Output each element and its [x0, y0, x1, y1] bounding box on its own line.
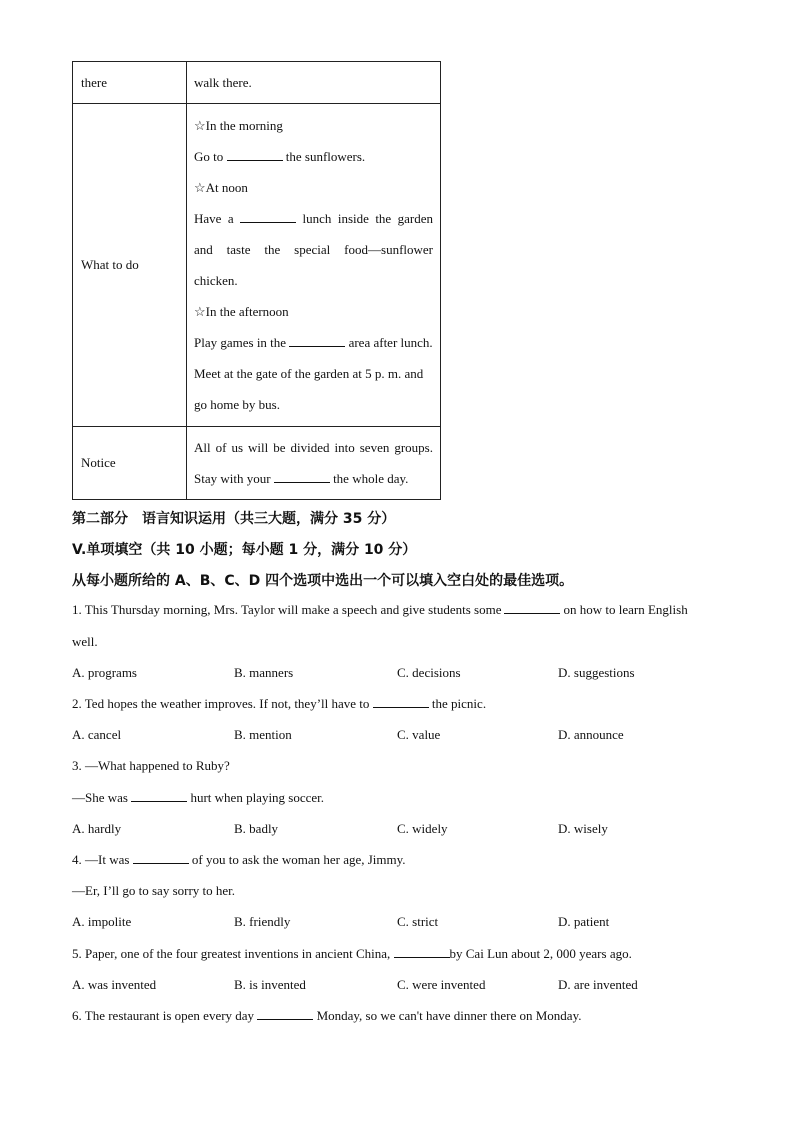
q4-option-d: D. patient	[558, 914, 610, 929]
text-segment: the whole day.	[333, 471, 409, 486]
question-1-line-2: well.	[72, 634, 98, 649]
question-text: 4. —It was	[72, 852, 130, 867]
question-4	[72, 852, 406, 868]
question-text: Monday, so we can't have dinner there on Monday.	[316, 1008, 582, 1023]
text-segment: area after lunch.	[348, 335, 433, 350]
noon-heading: ☆At noon	[194, 180, 248, 195]
section-title: V.单项填空（共 10 小题；每小题 1 分，满分 10 分）	[72, 542, 417, 558]
question-text: hurt when playing soccer.	[190, 790, 325, 805]
noon-line-2: and taste the special food—sunflower	[194, 242, 433, 257]
question-text: 6. The restaurant is open every day	[72, 1008, 255, 1023]
answer-blank	[504, 602, 560, 614]
text-segment: the sunflowers.	[285, 149, 366, 164]
row-content-notice	[187, 427, 441, 500]
answer-blank	[257, 1008, 313, 1020]
afternoon-line-3: go home by bus.	[194, 397, 280, 412]
notice-line-2	[194, 463, 433, 494]
question-text: —She was	[72, 790, 128, 805]
question-text: 2. Ted hopes the weather improves. If not, they’ll have to	[72, 696, 370, 711]
morning-heading: ☆In the morning	[194, 118, 283, 133]
q3-option-c: C. widely	[397, 821, 448, 836]
activity-table	[72, 61, 441, 500]
q4-option-c: C. strict	[397, 914, 439, 929]
answer-blank	[289, 335, 345, 347]
question-2	[72, 696, 486, 712]
answer-blank	[394, 946, 450, 958]
q2-option-a: A. cancel	[72, 727, 122, 742]
text-segment: Play games in the	[194, 335, 287, 350]
afternoon-line-2: Meet at the gate of the garden at 5 p. m. and	[194, 366, 424, 381]
q1-option-d: D. suggestions	[558, 665, 635, 680]
answer-blank	[133, 852, 189, 864]
afternoon-line	[194, 327, 433, 358]
question-text: the picnic.	[431, 696, 487, 711]
row-label-what-to-do: What to do	[73, 104, 187, 427]
table-row	[73, 62, 441, 104]
q1-option-a: A. programs	[72, 665, 137, 680]
q2-option-b: B. mention	[234, 727, 292, 742]
q3-option-a: A. hardly	[72, 821, 122, 836]
afternoon-heading: ☆In the afternoon	[194, 304, 289, 319]
text-segment: lunch inside the garden	[302, 211, 434, 226]
answer-blank	[227, 149, 283, 161]
question-4-line-2: —Er, I’ll go to say sorry to her.	[72, 883, 236, 898]
question-text: 1. This Thursday morning, Mrs. Taylor will make a speech and give students some	[72, 602, 502, 617]
question-text: 5. Paper, one of the four greatest inventions in ancient China,	[72, 946, 391, 961]
q5-option-a: A. was invented	[72, 977, 157, 992]
q3-option-d: D. wisely	[558, 821, 608, 836]
q2-option-c: C. value	[397, 727, 441, 742]
question-5	[72, 946, 632, 962]
q3-option-b: B. badly	[234, 821, 279, 836]
table-row	[73, 427, 441, 500]
q2-option-d: D. announce	[558, 727, 624, 742]
text-segment: Have a	[194, 211, 234, 226]
q1-option-c: C. decisions	[397, 665, 461, 680]
q5-option-c: C. were invented	[397, 977, 486, 992]
answer-blank	[131, 790, 187, 802]
q1-option-b: B. manners	[234, 665, 294, 680]
question-text: of you to ask the woman her age, Jimmy.	[191, 852, 406, 867]
answer-blank	[240, 211, 296, 223]
part-title: 第二部分 语言知识运用（共三大题，满分 35 分）	[72, 511, 396, 527]
question-6	[72, 1008, 581, 1024]
section-instruction: 从每小题所给的 A、B、C、D 四个选项中选出一个可以填入空白处的最佳选项。	[72, 573, 574, 589]
answer-blank	[274, 471, 330, 483]
row-content-there	[187, 62, 441, 104]
notice-line: All of us will be divided into seven groups.	[194, 440, 433, 455]
morning-line	[194, 141, 433, 172]
q4-option-a: A. impolite	[72, 914, 132, 929]
question-text: on how to learn English	[563, 602, 688, 617]
answer-blank	[373, 696, 429, 708]
row-label-notice: Notice	[73, 427, 187, 500]
row-content-what-to-do	[187, 104, 441, 427]
noon-line-3: chicken.	[194, 273, 238, 288]
content-line: walk there.	[194, 75, 252, 90]
q5-option-b: B. is invented	[234, 977, 306, 992]
row-label-there: there	[73, 62, 187, 104]
text-segment: Go to	[194, 149, 224, 164]
question-3: 3. —What happened to Ruby?	[72, 758, 230, 773]
question-1	[72, 602, 688, 618]
noon-line	[194, 203, 433, 234]
text-segment: Stay with your	[194, 471, 271, 486]
question-text: by Cai Lun about 2, 000 years ago.	[449, 946, 632, 961]
question-3-line-2	[72, 790, 324, 806]
q5-option-d: D. are invented	[558, 977, 638, 992]
table-row	[73, 104, 441, 427]
q4-option-b: B. friendly	[234, 914, 291, 929]
